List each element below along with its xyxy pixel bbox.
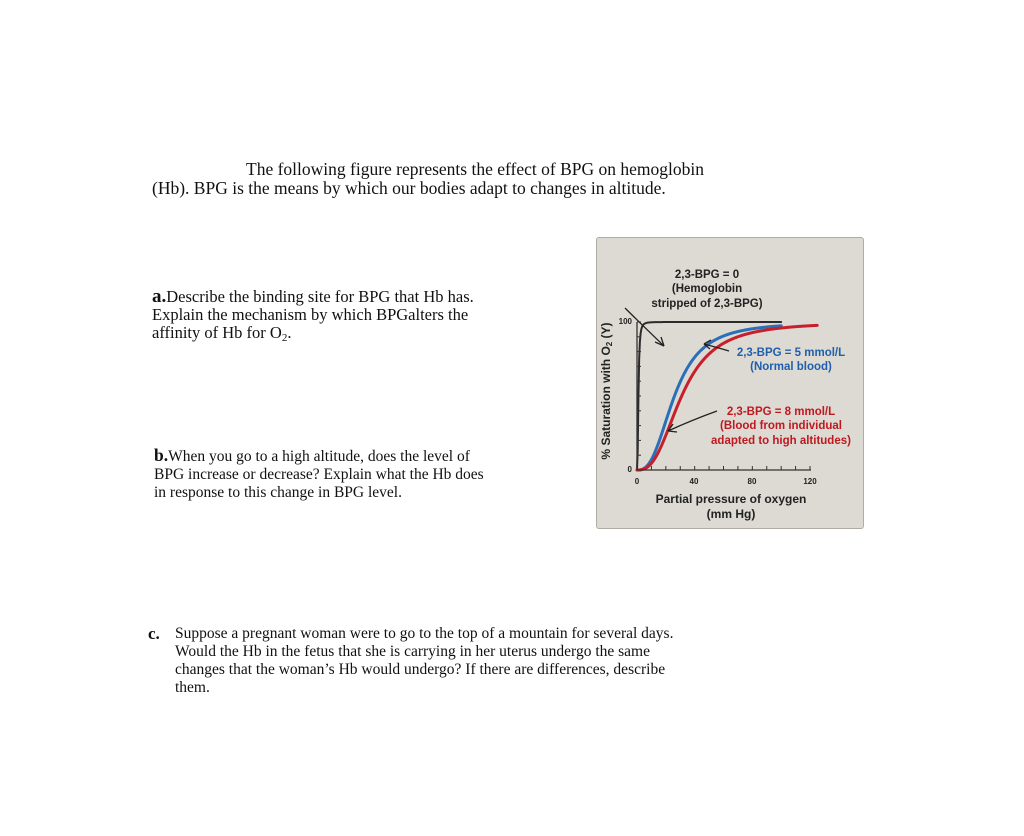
label-bpg-5-line-2: (Normal blood) — [750, 361, 832, 373]
x-axis-title-line-2: (mm Hg) — [706, 507, 756, 521]
question-a-period: . — [287, 323, 292, 342]
question-a-label: a. — [152, 286, 167, 307]
question-b-label: b. — [154, 445, 169, 465]
label-bpg-8-line-2: (Blood from individual — [719, 420, 843, 432]
x-axis-title-line-1: Partial pressure of oxygen — [655, 492, 807, 506]
question-a — [152, 288, 562, 347]
o2-subscript: 2 — [281, 332, 288, 344]
y-axis-title-main: % Saturation with O — [599, 346, 613, 460]
y-axis-title — [599, 322, 614, 459]
intro-line-1: The following figure represents the effect of BPG on hemoglobin — [246, 159, 704, 179]
x-tick-label-40: 40 — [689, 477, 699, 486]
x-tick-label-80: 80 — [747, 477, 757, 486]
question-b-line-3: in response to this change in BPG level. — [154, 484, 402, 501]
y-axis-title-subscript: 2 — [605, 341, 614, 347]
label-bpg-0-line-3: stripped of 2,3-BPG) — [651, 298, 763, 310]
y-tick-label-100: 100 — [618, 317, 632, 326]
question-a-line-1: Describe the binding site for BPG that Hb has. — [166, 287, 474, 306]
question-c-line-2: Would the Hb in the fetus that she is carrying in her uterus undergo the same — [175, 643, 650, 660]
question-a-line-3: affinity of Hb for O — [152, 323, 282, 342]
question-b-line-1: When you go to a high altitude, does the level of — [168, 448, 470, 465]
question-b-line-2: BPG increase or decrease? Explain what the Hb does — [154, 466, 484, 483]
question-c-label: c. — [148, 624, 160, 643]
intro-line-2: (Hb). BPG is the means by which our bodies adapt to changes in altitude. — [152, 178, 666, 198]
question-c — [148, 625, 788, 697]
question-b — [154, 446, 564, 502]
label-bpg-8-line-3: adapted to high altitudes) — [711, 435, 851, 447]
question-c-line-4: them. — [175, 679, 210, 696]
saturation-chart — [597, 238, 865, 530]
label-bpg-5-line-1: 2,3-BPG = 5 mmol/L — [736, 347, 846, 359]
y-axis-title-suffix: (Y) — [599, 322, 613, 342]
arrow-bpg-0 — [625, 308, 664, 346]
y-tick-label-0: 0 — [627, 465, 632, 474]
question-c-line-3: changes that the woman’s Hb would undergo? If there are differences, describe — [175, 661, 666, 678]
label-bpg-0-line-1: 2,3-BPG = 0 — [674, 269, 740, 281]
label-bpg-0-line-2: (Hemoglobin — [671, 283, 743, 295]
x-tick-label-120: 120 — [803, 477, 817, 486]
question-a-line-2: Explain the mechanism by which BPGalters the — [152, 305, 469, 324]
bpg-oxygen-binding-figure — [596, 237, 864, 529]
label-bpg-8-line-1: 2,3-BPG = 8 mmol/L — [726, 406, 836, 418]
x-tick-label-0: 0 — [634, 477, 640, 486]
question-c-line-1: Suppose a pregnant woman were to go to the top of a mountain for several days. — [175, 625, 674, 642]
intro-paragraph — [152, 160, 792, 198]
